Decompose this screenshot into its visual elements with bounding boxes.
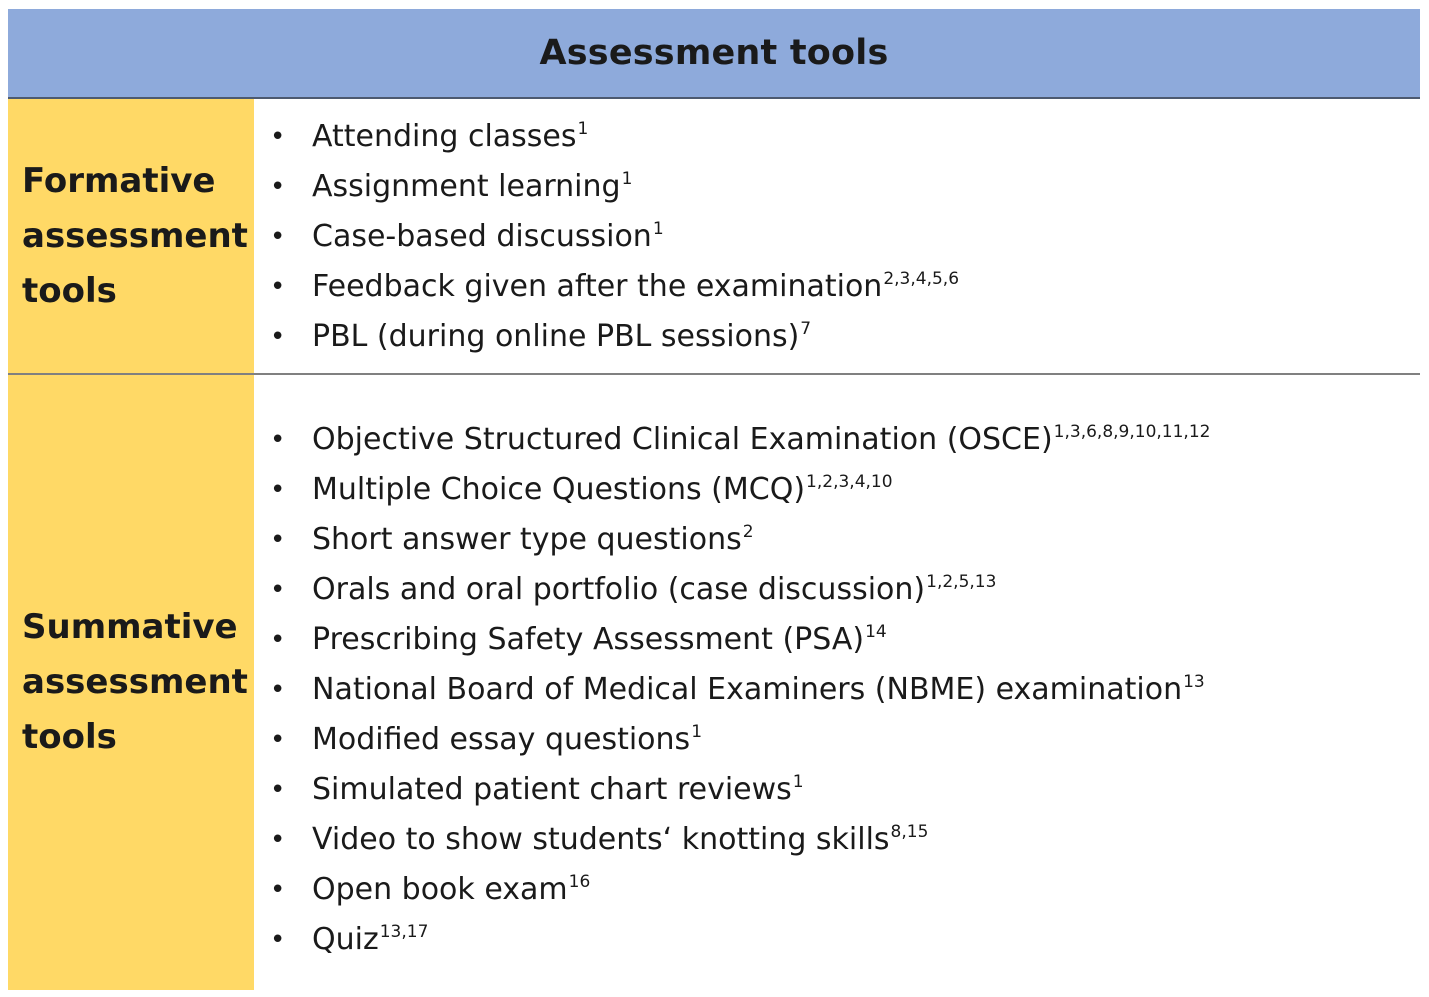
- bullet-icon: •: [270, 675, 286, 705]
- reference-superscript: 8,15: [890, 822, 929, 842]
- bullet-icon: •: [270, 222, 286, 252]
- reference-superscript: 1,2,5,13: [926, 572, 997, 592]
- formative-label: [22, 154, 248, 319]
- list-item-label: Prescribing Safety Assessment (PSA): [312, 622, 865, 657]
- formative-label-line: assessment: [22, 215, 248, 256]
- list-item-label: Quiz: [312, 922, 379, 957]
- reference-superscript: 13,17: [379, 922, 429, 942]
- list-item-text: [312, 162, 632, 212]
- bullet-icon: •: [270, 725, 286, 755]
- bullet-icon: •: [270, 525, 286, 555]
- reference-superscript: 13: [1183, 672, 1205, 692]
- bullet-icon: •: [270, 322, 286, 352]
- list-item-text: [312, 765, 804, 815]
- summative-label: [22, 600, 248, 765]
- bullet-icon: •: [270, 625, 286, 655]
- bullet-icon: •: [270, 172, 286, 202]
- list-item-text: [312, 312, 811, 362]
- list-item-text: [312, 415, 1210, 465]
- list-item-label: National Board of Medical Examiners (NBME) examination: [312, 672, 1183, 707]
- bullet-icon: •: [270, 875, 286, 905]
- reference-superscript: 1: [577, 119, 589, 139]
- list-item-label: Short answer type questions: [312, 522, 742, 557]
- bullet-icon: •: [270, 925, 286, 955]
- list-item-label: Objective Structured Clinical Examination (OSCE): [312, 422, 1053, 457]
- table-header: [8, 9, 1420, 99]
- bullet-icon: •: [270, 825, 286, 855]
- list-item-label: Assignment learning: [312, 169, 621, 204]
- reference-superscript: 14: [865, 622, 887, 642]
- list-item-label: PBL (during online PBL sessions): [312, 319, 800, 354]
- list-item-label: Video to show students‘ knotting skills: [312, 822, 890, 857]
- list-item-text: [312, 915, 428, 965]
- reference-superscript: 1: [792, 772, 804, 792]
- list-item-text: [312, 112, 588, 162]
- list-item-text: [312, 665, 1205, 715]
- list-item-label: Case-based discussion: [312, 219, 652, 254]
- formative-label-line: tools: [22, 270, 117, 311]
- list-item-label: Modified essay questions: [312, 722, 691, 757]
- list-item-text: [312, 715, 702, 765]
- reference-superscript: 7: [800, 319, 812, 339]
- bullet-icon: •: [270, 425, 286, 455]
- bullet-icon: •: [270, 775, 286, 805]
- assessment-tools-table: [8, 9, 1420, 990]
- reference-superscript: 1: [691, 722, 703, 742]
- list-item-text: [312, 465, 893, 515]
- list-item-text: [312, 815, 928, 865]
- bullet-icon: •: [270, 575, 286, 605]
- reference-superscript: 1: [621, 169, 633, 189]
- bullet-icon: •: [270, 122, 286, 152]
- table-title: Assessment tools: [539, 33, 889, 73]
- reference-superscript: 1,3,6,8,9,10,11,12: [1053, 422, 1211, 442]
- reference-superscript: 16: [568, 872, 591, 892]
- summative-label-cell: [8, 375, 254, 990]
- reference-superscript: 2: [742, 522, 754, 542]
- list-item-text: [312, 615, 887, 665]
- formative-label-cell: [8, 99, 254, 373]
- reference-superscript: 1: [652, 219, 664, 239]
- list-item-text: [312, 565, 996, 615]
- list-item-label: Orals and oral portfolio (case discussion): [312, 572, 926, 607]
- list-item-text: [312, 865, 590, 915]
- list-item-text: [312, 515, 754, 565]
- bullet-icon: •: [270, 272, 286, 302]
- list-item-text: [312, 262, 959, 312]
- formative-label-line: Formative: [22, 160, 216, 201]
- bullet-icon: •: [270, 475, 286, 505]
- summative-label-line: Summative: [22, 607, 238, 647]
- list-item-label: Attending classes: [312, 119, 577, 154]
- summative-section: [8, 375, 1420, 990]
- list-item-label: Multiple Choice Questions (MCQ): [312, 472, 806, 507]
- summative-label-line: tools: [22, 717, 117, 757]
- reference-superscript: 1,2,3,4,10: [806, 472, 893, 492]
- reference-superscript: 2,3,4,5,6: [883, 269, 960, 289]
- list-item-label: Feedback given after the examination: [312, 269, 883, 304]
- formative-section: [8, 99, 1420, 373]
- summative-label-line: assessment: [22, 662, 248, 702]
- list-item-text: [312, 212, 664, 262]
- list-item-label: Simulated patient chart reviews: [312, 772, 792, 807]
- list-item-label: Open book exam: [312, 872, 568, 907]
